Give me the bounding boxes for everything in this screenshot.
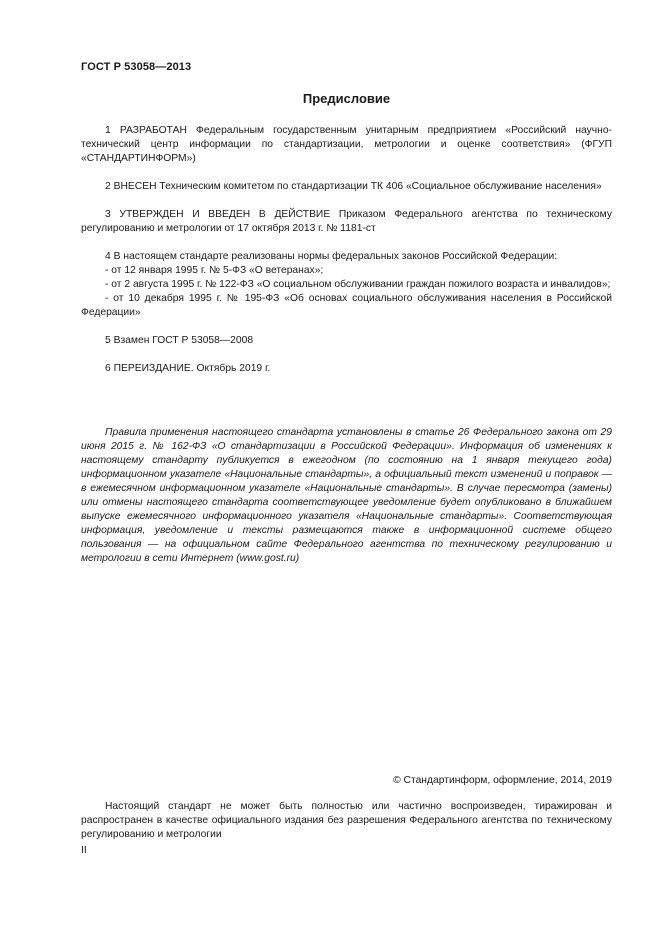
foreword-item-6 (81, 362, 612, 376)
page-number: II (81, 845, 87, 856)
item-text: 1 РАЗРАБОТАН Федеральным государственным унитарным предприятием «Российский научно-технический центр информации по стандартизации, метрологии и оценке соответствия» (ФГУП «СТАНДАРТИНФОРМ») (81, 125, 612, 164)
item-text: 6 ПЕРЕИЗДАНИЕ. Октябрь 2019 г. (105, 363, 271, 374)
foreword-item-3 (81, 208, 612, 236)
legal-text: Настоящий стандарт не может быть полностью или частично воспроизведен, тиражирован и распространен в качестве официального издания без разрешения Федерального агентства по техническому регулированию и метрологии (81, 801, 612, 840)
item-text: 5 Взамен ГОСТ Р 53058—2008 (105, 335, 254, 346)
notice-text: Правила применения настоящего стандарта установлены в статье 26 Федерального закона от 29 июня 2015 г. № 162-ФЗ «О стандартизации в Российской Федерации». Информация об изменениях к настоящему стандарту публикуется в ежегодном (по состоянию на 1 января текущего года) информационном указателе «Национальные стандарты», а официальный текст изменений и поправок — в ежемесячном информационном указателе «Национальные стандарты». В случае пересмотра (замены) или отмены настоящего стандарта соответствующее уведомление будет опубликовано в ближайшем выпуске ежемесячного информационного указателя «Национальные стандарты». Соответствующая информация, уведомление и тексты размещаются также в информационной системе общего пользования — на официальном сайте Федерального агентства по техническому регулированию и метрологии в сети Интернет (www.gost.ru) (81, 427, 612, 564)
item-text: 4 В настоящем стандарте реализованы нормы федеральных законов Российской Федерации: (105, 251, 558, 262)
law-list-item: - от 10 декабря 1995 г. № 195-ФЗ «Об основах социального обслуживания населения в Российской Федерации» (81, 293, 612, 318)
foreword-item-5 (81, 334, 612, 348)
item-text: 2 ВНЕСЕН Техническим комитетом по стандартизации ТК 406 «Социальное обслуживание населения» (105, 181, 602, 192)
application-rules-notice (81, 426, 612, 566)
foreword-item-1 (81, 124, 612, 166)
law-list-item: - от 2 августа 1995 г. № 122-ФЗ «О социальном обслуживании граждан пожилого возраста и инвалидов»; (105, 279, 611, 290)
foreword-item-4 (81, 250, 612, 320)
item-text: 3 УТВЕРЖДЕН И ВВЕДЕН В ДЕЙСТВИЕ Приказом Федерального агентства по техническому регулированию и метрологии от 17 октября 2013 г. № 1181-ст (81, 209, 612, 234)
foreword-items (81, 124, 612, 390)
copyright-line: © Стандартинформ, оформление, 2014, 2019 (393, 775, 612, 786)
standard-code: ГОСТ Р 53058—2013 (81, 61, 192, 73)
reproduction-notice (81, 800, 612, 842)
foreword-item-2 (81, 180, 612, 194)
page-title: Предисловие (302, 91, 391, 106)
law-list-item: - от 12 января 1995 г. № 5-ФЗ «О ветеранах»; (105, 265, 324, 276)
